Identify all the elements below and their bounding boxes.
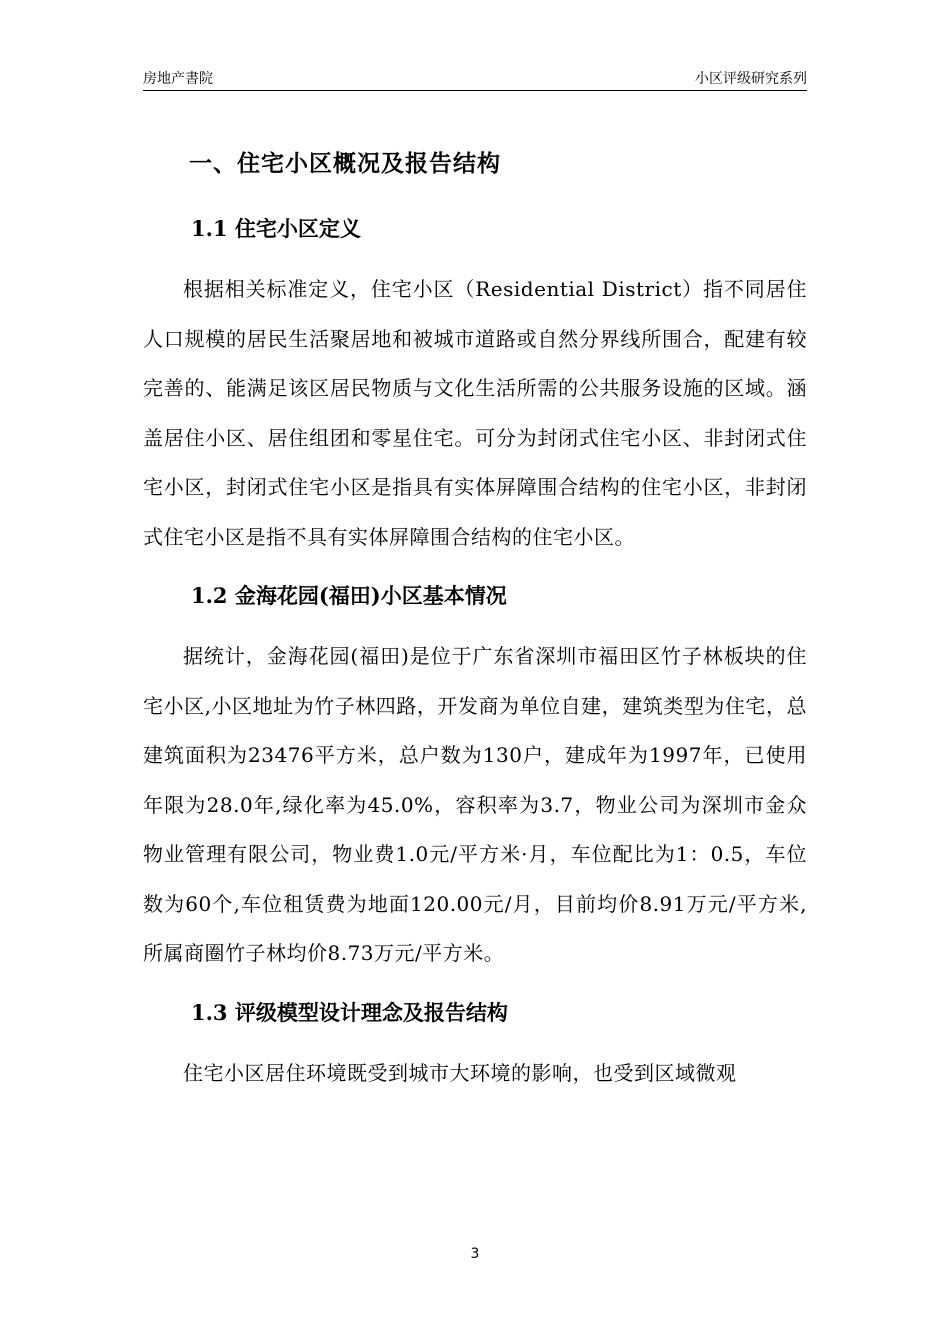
subsection-3-paragraph: 住宅小区居住环境既受到城市大环境的影响，也受到区域微观 xyxy=(183,1060,737,1085)
page-header xyxy=(143,66,807,88)
subsection-1-title: 1.1 住宅小区定义 xyxy=(191,216,361,241)
document-body xyxy=(143,140,807,1098)
subsection-3-title: 1.3 评级模型设计理念及报告结构 xyxy=(191,999,508,1025)
subsection-2-paragraph: 据统计，金海花园(福田)是位于广东省深圳市福田区竹子林板块的住宅小区,小区地址为竹子林四路，开发商为单位自建，建筑类型为住宅，总建筑面积为23476平方米，总户数为130户，建成年为1997年，已使用年限为28.0年,绿化率为45.0%，容积率为3.7，物业公司为深圳市金众物业管理有限公司，物业费1.0元/平方米·月，车位配比为1：0.5，车位数为60个,车位租赁费为地面120.00元/月，目前均价8.91万元/平方米,所属商圈竹子林均价8.73万元/平方米。 xyxy=(143,644,807,965)
subsection-1-paragraph: 根据相关标准定义，住宅小区（Residential District）指不同居住人口规模的居民生活聚居地和被城市道路或自然分界线所围合，配建有较完善的、能满足该区居民物质与文化生活所需的公共服务设施的区域。涵盖居住小区、居住组团和零星住宅。可分为封闭式住宅小区、非封闭式住宅小区，封闭式住宅小区是指具有实体屏障围合结构的住宅小区，非封闭式住宅小区是指不具有实体屏障围合结构的住宅小区。 xyxy=(143,277,807,549)
header-left-text: 房地产書院 xyxy=(143,71,213,87)
subsection-2-title: 1.2 金海花园(福田)小区基本情况 xyxy=(191,583,507,608)
header-right-text: 小区评级研究系列 xyxy=(695,71,807,87)
header-divider xyxy=(143,90,807,91)
page-number: 3 xyxy=(470,1246,480,1262)
section-title: 一、住宅小区概况及报告结构 xyxy=(189,150,501,177)
